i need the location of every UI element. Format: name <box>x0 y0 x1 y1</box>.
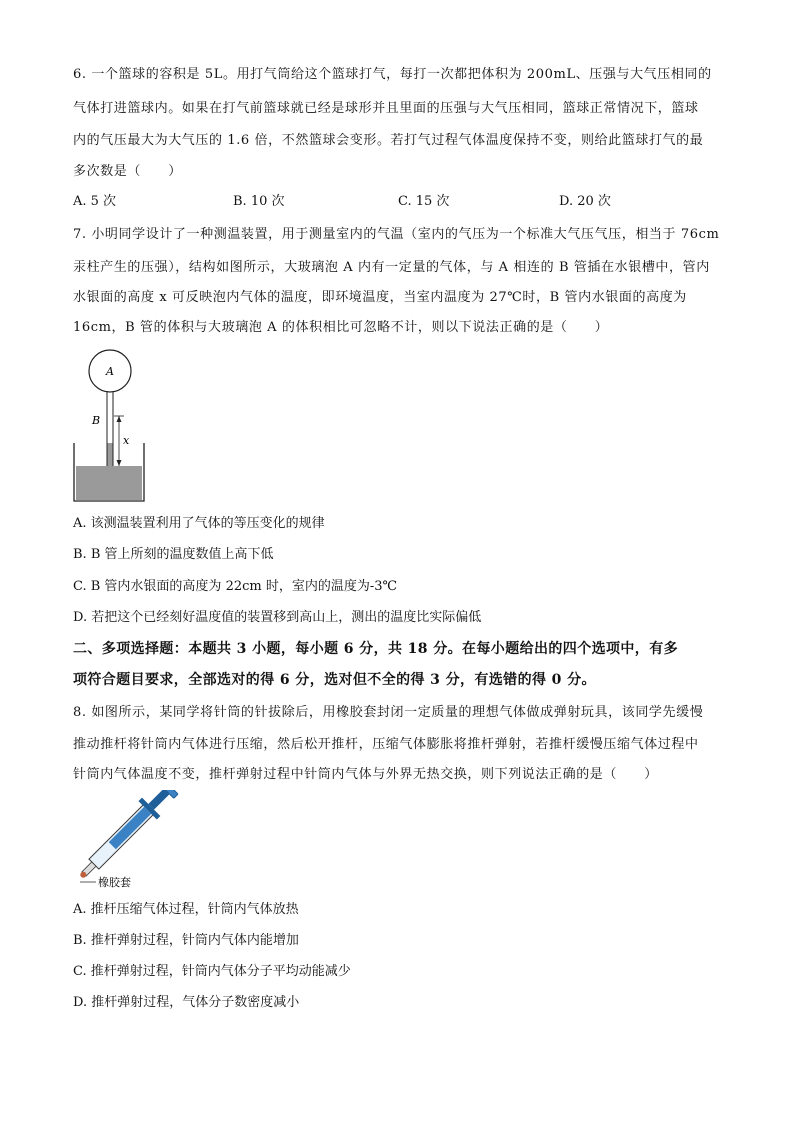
q6-option-d: D. 20 次 <box>559 194 611 209</box>
label-height-x: x <box>123 434 130 447</box>
q6-option-c: C. 15 次 <box>398 194 450 209</box>
q6-stem-line-2: 气体打进篮球内。如果在打气前篮球就已经是球形并且里面的压强与大气压相同，篮球正常情况下，篮球 <box>73 101 699 116</box>
section2-heading-line-1: 二、多项选择题：本题共 3 小题，每小题 6 分，共 18 分。在每小题给出的四个选项中，有多 <box>73 641 679 657</box>
thermometer-figure <box>70 348 150 503</box>
q7-stem-line-3: 水银面的高度 x 可反映泡内气体的温度，即环境温度，当室内温度为 27℃时，B 管内水银面的高度为 <box>73 290 687 305</box>
q7-stem-line-4: 16cm，B 管的体积与大玻璃泡 A 的体积相比可忽略不计，则以下说法正确的是（ ） <box>73 320 609 335</box>
q7-option-a: A. 该测温装置利用了气体的等压变化的规律 <box>73 516 325 531</box>
q6-stem-line-3: 内的气压最大为大气压的 1.6 倍，不然篮球会变形。若打气过程气体温度保持不变，则给此篮球打气的最 <box>73 133 704 148</box>
arrow-head-top <box>117 416 122 422</box>
q6-stem-line-1: 6. 一个篮球的容积是 5L。用打气筒给这个篮球打气，每打一次都把体积为 200mL、压强与大气压相同的 <box>73 67 712 82</box>
q7-stem-line-1: 7. 小明同学设计了一种测温装置，用于测量室内的气温（室内的气压为一个标准大气压气压，相当于 76cm <box>73 227 720 242</box>
q8-option-a: A. 推杆压缩气体过程，针筒内气体放热 <box>73 902 299 917</box>
q6-option-b: B. 10 次 <box>233 194 285 209</box>
plunger-rod <box>148 790 169 810</box>
label-tube-b: B <box>92 414 101 427</box>
label-bulb-a: A <box>106 365 114 378</box>
q8-option-b: B. 推杆弹射过程，针筒内气体内能增加 <box>73 933 299 948</box>
label-rubber-cap: 橡胶套 <box>98 876 131 889</box>
q7-stem-line-2: 汞柱产生的压强），结构如图所示，大玻璃泡 A 内有一定量的气体，与 A 相连的 B 管插在水银槽中，管内 <box>73 260 710 275</box>
compressed-gas <box>109 807 151 849</box>
section2-heading-line-2: 项符合题目要求，全部选对的得 6 分，选对但不全的得 3 分，有选错的得 0 分。 <box>73 672 596 688</box>
syringe-figure <box>68 790 198 890</box>
arrow-head-bottom <box>117 460 122 466</box>
q7-option-d: D. 若把这个已经刻好温度值的装置移到高山上，测出的温度比实际偏低 <box>73 610 482 625</box>
q8-option-c: C. 推杆弹射过程，针筒内气体分子平均动能减少 <box>73 964 351 979</box>
q8-stem-line-1: 8. 如图所示，某同学将针筒的针拔除后，用橡胶套封闭一定质量的理想气体做成弹射玩具，该同学先缓慢 <box>73 705 704 720</box>
q7-option-b: B. B 管上所刻的温度数值上高下低 <box>73 547 274 562</box>
q8-option-d: D. 推杆弹射过程，气体分子数密度减小 <box>73 995 300 1010</box>
mercury-column <box>108 443 113 467</box>
q8-stem-line-2: 推动推杆将针筒内气体进行压缩，然后松开推杆，压缩气体膨胀将推杆弹射，若推杆缓慢压缩气体过程中 <box>73 737 699 752</box>
q6-option-a: A. 5 次 <box>73 194 117 209</box>
q7-option-c: C. B 管内水银面的高度为 22cm 时，室内的温度为-3℃ <box>73 579 398 594</box>
q8-stem-line-3: 针筒内气体温度不变，推杆弹射过程中针筒内气体与外界无热交换，则下列说法正确的是（ ） <box>73 767 658 782</box>
q6-stem-line-4: 多次数是（ ） <box>73 164 182 179</box>
mercury-in-trough <box>76 466 142 500</box>
